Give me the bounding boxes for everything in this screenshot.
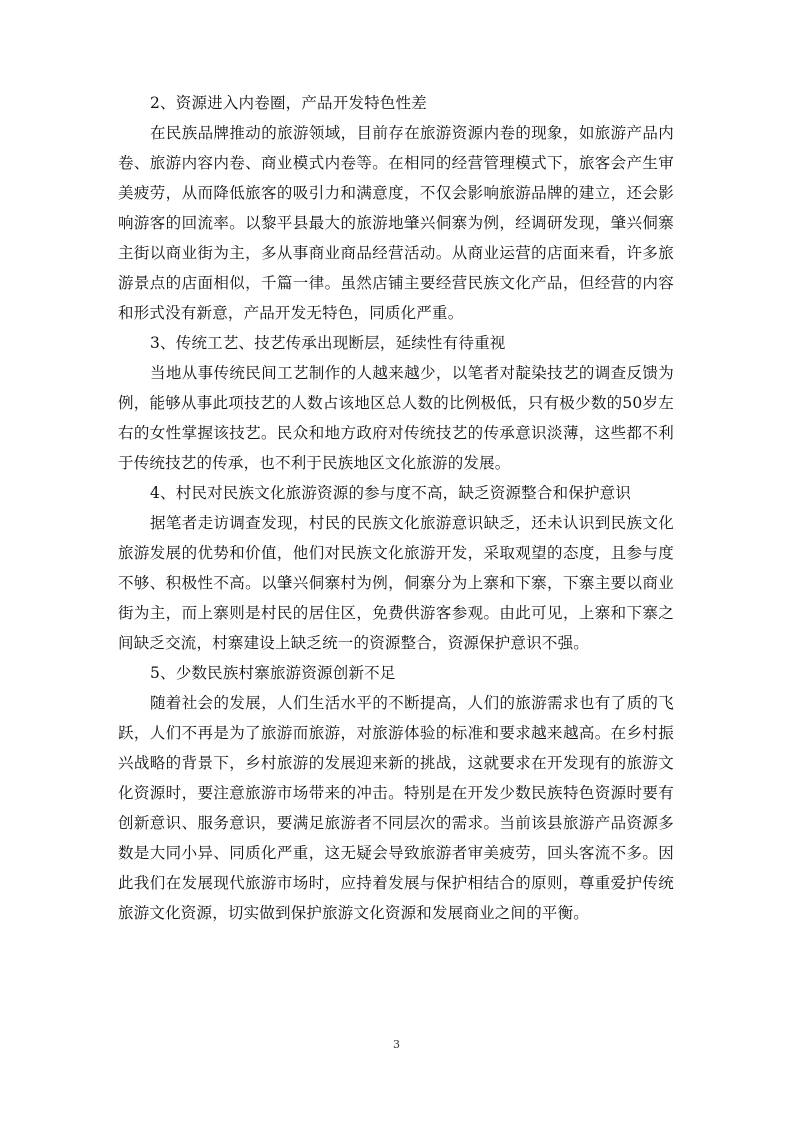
section-paragraph: 在民族品牌推动的旅游领域，目前存在旅游资源内卷的现象，如旅游产品内卷、旅游内容内卷、商业模式内卷等。在相同的经营管理模式下，旅客会产生审美疲劳，从而降低旅客的吸引力和满意度，不仅会影响旅游品牌的建立，还会影响游客的回流率。以黎平县最大的旅游地肇兴侗寨为例，经调研发现，肇兴侗寨主街以商业街为主，多从事商业商品经营活动。从商业运营的店面来看，许多旅游景点的店面相似，千篇一律。虽然店铺主要经营民族文化产品，但经营的内容和形式没有新意，产品开发无特色，同质化严重。 [118, 124, 674, 322]
section-innovation-shortage [118, 658, 674, 928]
section-heading: 2、资源进入内卷圈，产品开发特色性差 [150, 94, 427, 112]
section-resource-involution [118, 88, 674, 328]
section-paragraph: 当地从事传统民间工艺制作的人越来越少，以笔者对靛染技艺的调查反馈为例，能够从事此项技艺的人数占该地区总人数的比例极低，只有极少数的50岁左右的女性掌握该技艺。民众和地方政府对传统技艺的传承意识淡薄，这些都不利于传统技艺的传承，也不利于民族地区文化旅游的发展。 [118, 364, 674, 472]
section-heading: 3、传统工艺、技艺传承出现断层，延续性有待重视 [150, 334, 506, 352]
section-craft-inheritance [118, 328, 674, 478]
section-villager-participation [118, 478, 674, 658]
section-heading: 4、村民对民族文化旅游资源的参与度不高，缺乏资源整合和保护意识 [150, 484, 632, 502]
page-number: 3 [393, 1038, 400, 1051]
section-paragraph: 据笔者走访调查发现，村民的民族文化旅游意识缺乏，还未认识到民族文化旅游发展的优势和价值，他们对民族文化旅游开发，采取观望的态度，且参与度不够、积极性不高。以肇兴侗寨村为例，侗寨分为上寨和下寨，下寨主要以商业街为主，而上寨则是村民的居住区，免费供游客参观。由此可见，上寨和下寨之间缺乏交流，村寨建设上缺乏统一的资源整合，资源保护意识不强。 [118, 514, 674, 652]
document-page [118, 88, 674, 928]
section-heading: 5、少数民族村寨旅游资源创新不足 [150, 664, 396, 682]
section-paragraph: 随着社会的发展，人们生活水平的不断提高，人们的旅游需求也有了质的飞跃，人们不再是为了旅游而旅游，对旅游体验的标准和要求越来越高。在乡村振兴战略的背景下，乡村旅游的发展迎来新的挑战，这就要求在开发现有的旅游文化资源时，要注意旅游市场带来的冲击。特别是在开发少数民族特色资源时要有创新意识、服务意识，要满足旅游者不同层次的需求。当前该县旅游产品资源多数是大同小异、同质化严重，这无疑会导致旅游者审美疲劳，回头客流不多。因此我们在发展现代旅游市场时，应持着发展与保护相结合的原则，尊重爱护传统旅游文化资源，切实做到保护旅游文化资源和发展商业之间的平衡。 [118, 694, 674, 922]
